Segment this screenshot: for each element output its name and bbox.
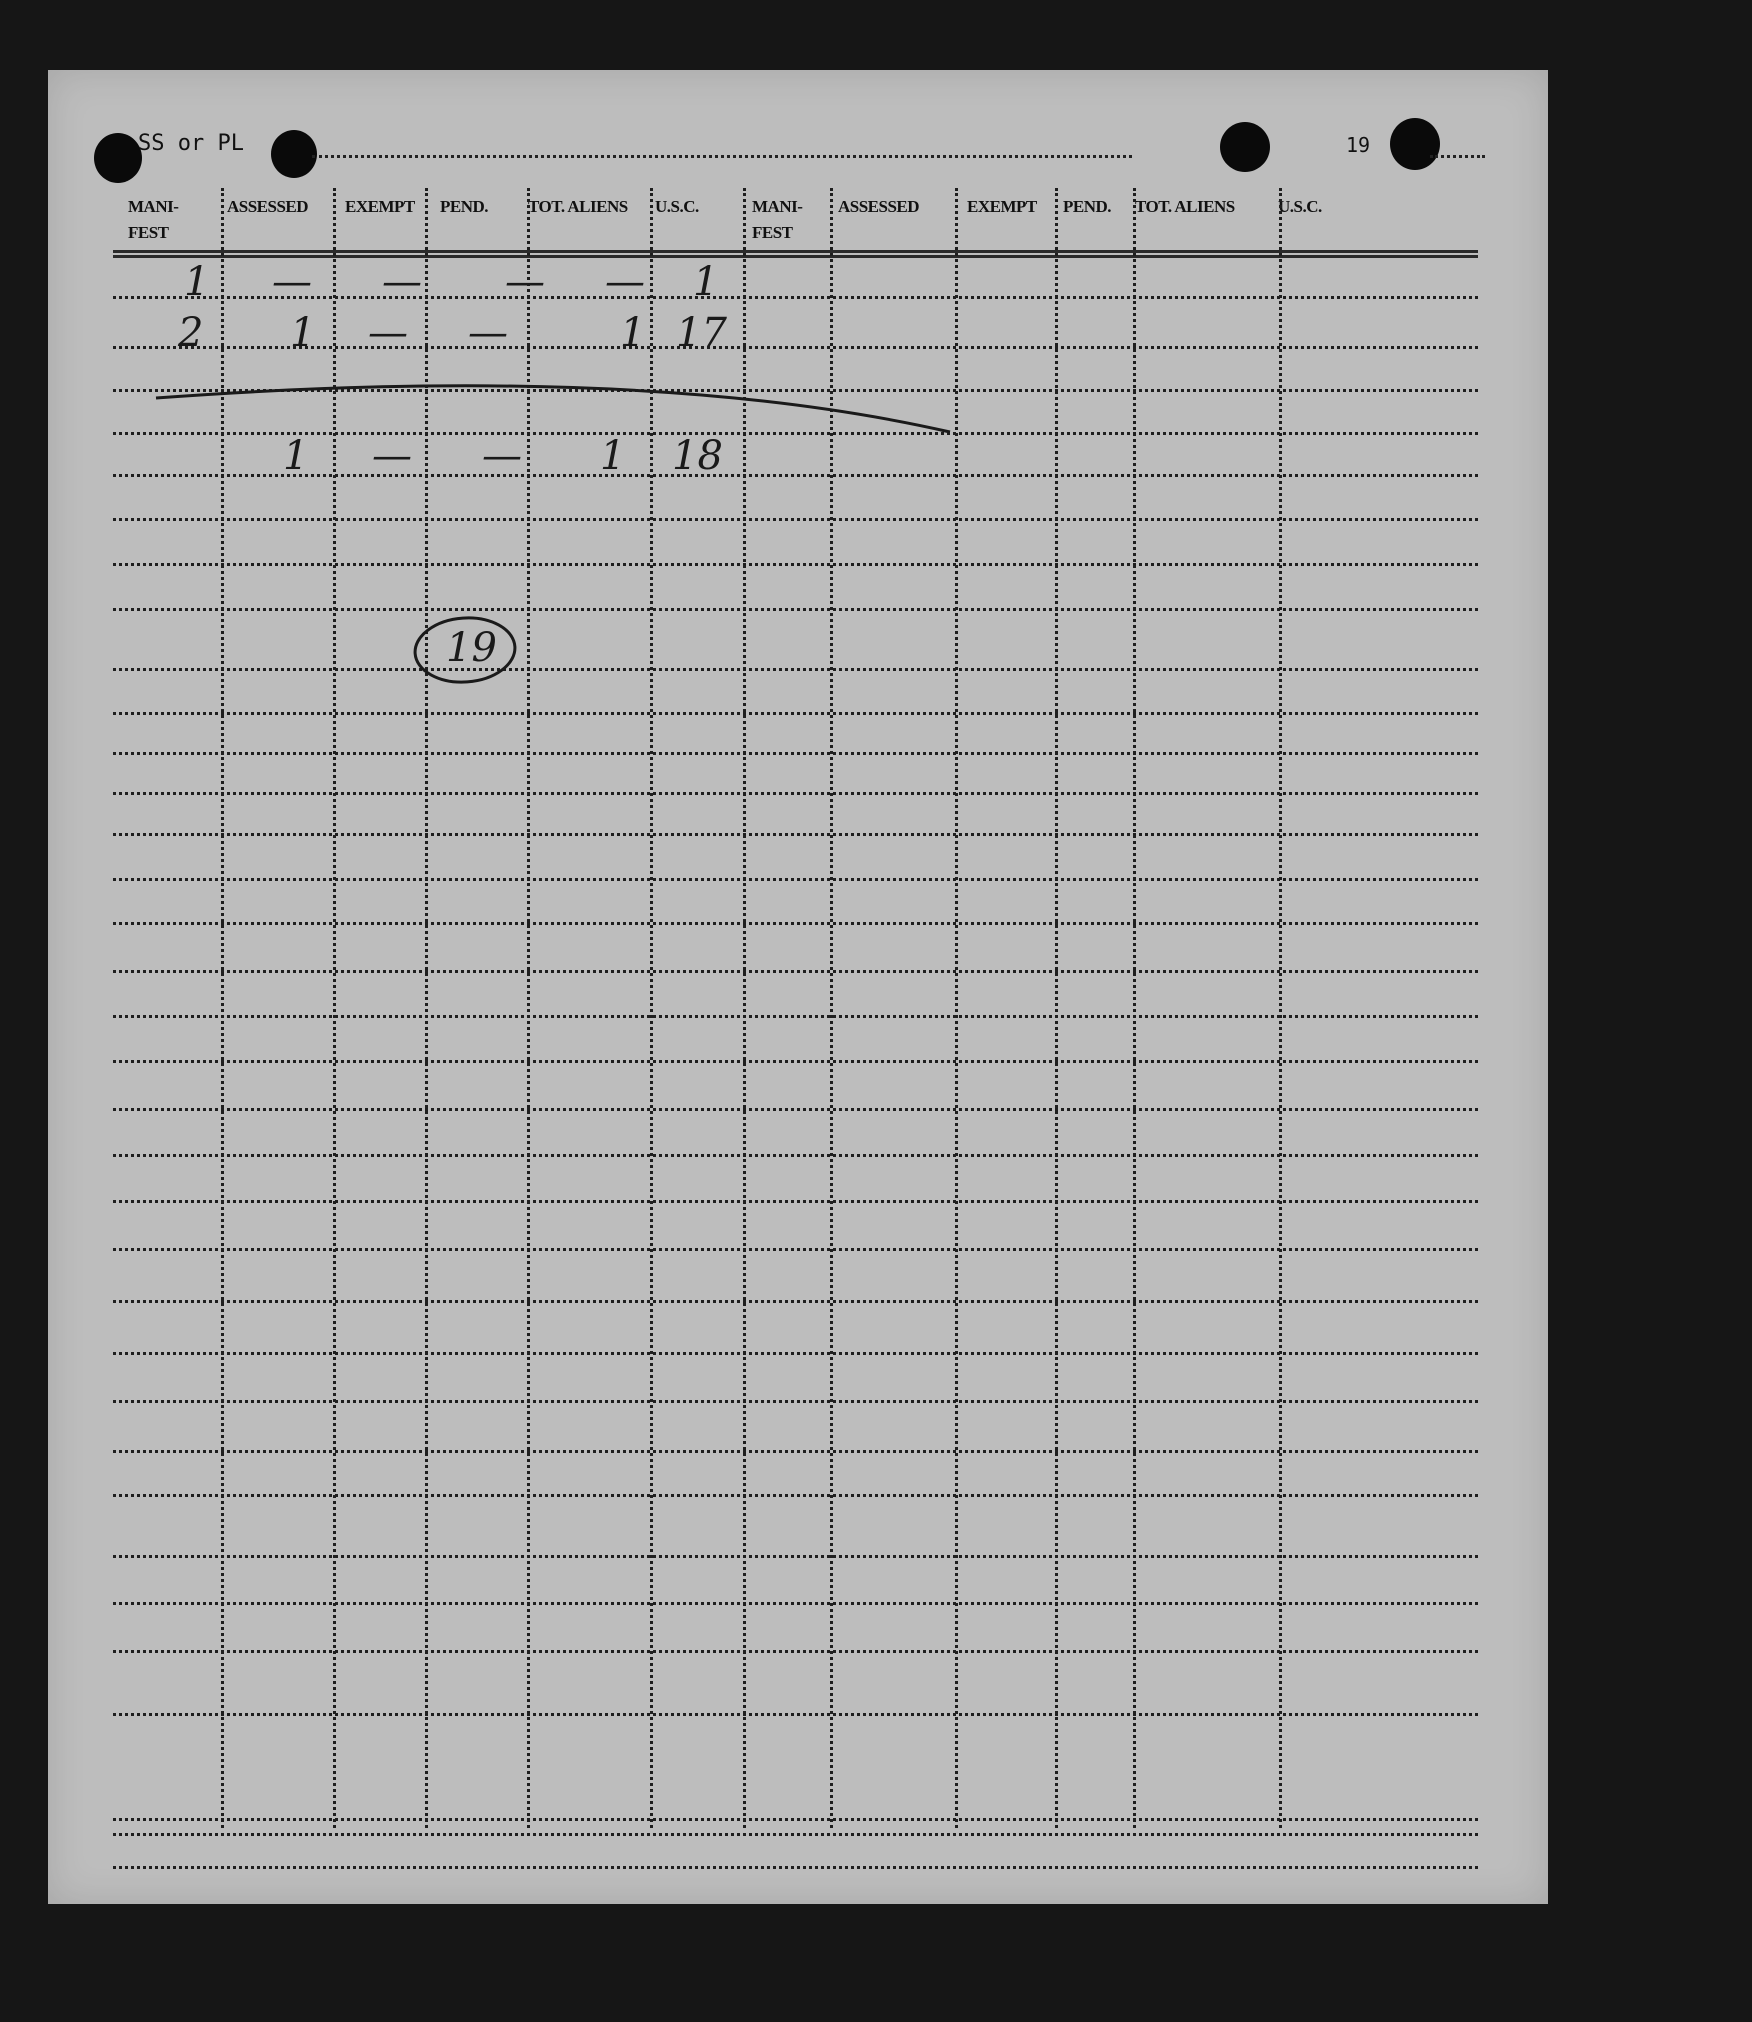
hw-r1-usc: 1: [693, 259, 719, 305]
hw-r2-tot-aliens: 1: [620, 310, 646, 356]
col-header-tot-aliens: TOT. ALIENS: [528, 197, 628, 216]
col-header-tot-aliens-2: TOT. ALIENS: [1135, 197, 1235, 216]
year-label: 19: [1346, 133, 1371, 157]
col-header-exempt: EXEMPT: [345, 197, 415, 216]
col-header-pend: PEND.: [440, 197, 489, 216]
hw-r2-pend: —: [468, 310, 508, 356]
col-header-manifest: MANI- FEST: [128, 197, 179, 242]
col-header-manifest-2: MANI- FEST: [752, 197, 803, 242]
col-header-exempt-2: EXEMPT: [967, 197, 1037, 216]
hw-r1-assessed: —: [272, 259, 312, 305]
hw-r2-usc: 17: [676, 310, 727, 356]
hw-circled-number: 19: [446, 625, 497, 671]
col-header-assessed-2: ASSESSED: [838, 197, 920, 216]
vessel-label: SS or PL: [138, 131, 244, 156]
hw-r1-tot-aliens: —: [605, 259, 645, 305]
hw-total-pend: —: [482, 433, 522, 479]
hw-total-assessed: 1: [283, 433, 309, 479]
hw-r2-assessed: 1: [290, 310, 316, 356]
hw-total-usc: 18: [672, 433, 723, 479]
hw-r2-exempt: —: [368, 310, 408, 356]
hw-r1-exempt: —: [382, 259, 422, 305]
col-header-pend-2: PEND.: [1063, 197, 1112, 216]
col-header-usc: U.S.C.: [655, 197, 699, 216]
hw-r2-manifest: 2: [178, 310, 204, 356]
col-header-assessed: ASSESSED: [227, 197, 309, 216]
hw-total-exempt: —: [372, 433, 412, 479]
col-header-usc-2: U.S.C.: [1278, 197, 1322, 216]
hw-total-tot-aliens: 1: [600, 433, 626, 479]
hw-r1-pend: —: [505, 259, 545, 305]
hw-r1-manifest: 1: [184, 259, 210, 305]
